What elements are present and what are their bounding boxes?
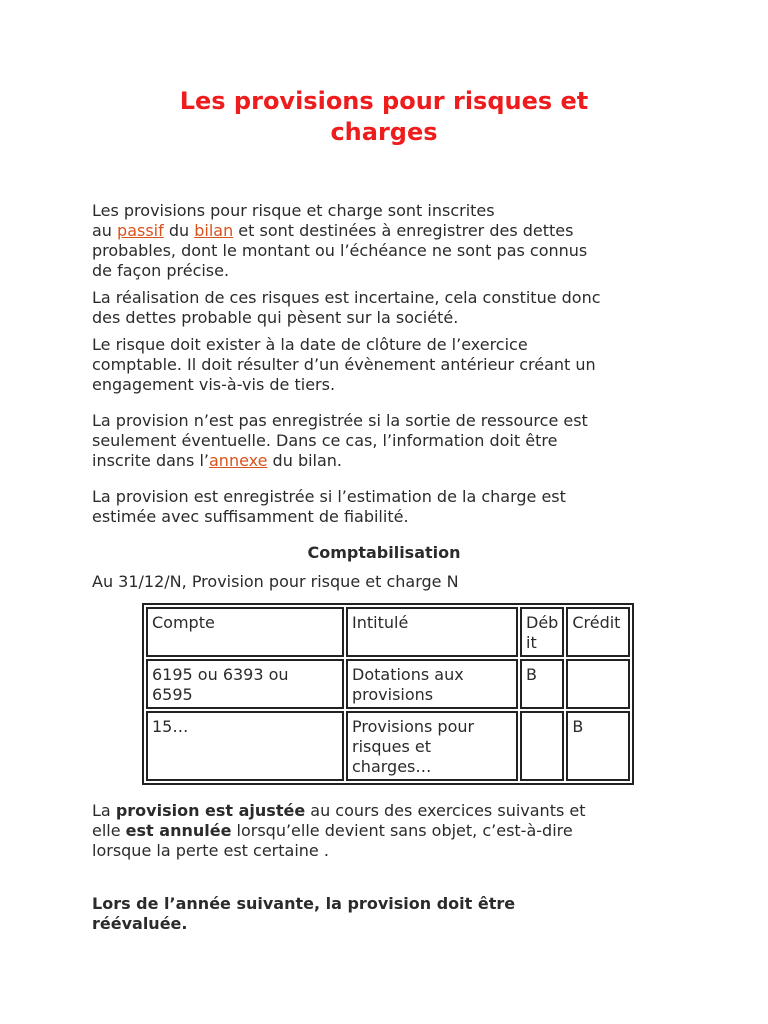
- text-line: Lors de l’année suivante, la provision doit être: [92, 894, 516, 913]
- cell-line: 6595: [152, 685, 193, 704]
- bilan-link[interactable]: bilan: [194, 221, 234, 240]
- header-intitule: Intitulé: [346, 607, 518, 657]
- table-header-row: [146, 607, 630, 657]
- header-debit-l2: it: [526, 633, 537, 652]
- text-span: elle: [92, 821, 126, 840]
- cell-intitule: [346, 659, 518, 709]
- cell-debit: B: [520, 659, 564, 709]
- header-debit: [520, 607, 564, 657]
- header-debit-l1: Déb: [526, 613, 559, 632]
- section-heading: Comptabilisation: [307, 543, 461, 562]
- cell-line: 6195 ou 6393 ou: [152, 665, 289, 684]
- text-span: lorsqu’elle devient sans objet, c’est-à-dire: [231, 821, 573, 840]
- text-line: probables, dont le montant ou l’échéance ne sont pas connus: [92, 241, 588, 260]
- cell-compte: [146, 659, 344, 709]
- text-line: [92, 821, 682, 841]
- cell-debit: [520, 711, 564, 781]
- text-line: des dettes probable qui pèsent sur la société.: [92, 308, 459, 327]
- text-span: du bilan.: [267, 451, 343, 470]
- title-line-1: Les provisions pour risques et: [179, 87, 589, 115]
- text-line: estimée avec suffisamment de fiabilité.: [92, 507, 409, 526]
- header-compte: Compte: [146, 607, 344, 657]
- text-line: lorsque la perte est certaine .: [92, 841, 329, 860]
- cell-line: Provisions pour: [352, 717, 475, 736]
- intro-line: Au 31/12/N, Provision pour risque et charge N: [92, 572, 459, 591]
- paragraph-risque: [92, 335, 682, 395]
- title-line-2: charges: [330, 118, 438, 146]
- text-line: La provision est enregistrée si l’estimation de la charge est: [92, 487, 566, 506]
- cell-intitule: [346, 711, 518, 781]
- text-span: du: [163, 221, 195, 240]
- paragraph-ajustee: [92, 801, 682, 861]
- cell-credit: [566, 659, 630, 709]
- text-line: [92, 221, 682, 241]
- paragraph-realisation: [92, 288, 682, 328]
- text-line: comptable. Il doit résulter d’un évènement antérieur créant un: [92, 355, 596, 374]
- table-row: [146, 659, 630, 709]
- cell-credit: B: [566, 711, 630, 781]
- text-line: [92, 451, 682, 471]
- header-credit: Crédit: [566, 607, 630, 657]
- text-line: La provision n’est pas enregistrée si la sortie de ressource est: [92, 411, 588, 430]
- table-row: [146, 711, 630, 781]
- text-span: inscrite dans l’: [92, 451, 209, 470]
- paragraph-reevaluee: [92, 894, 682, 934]
- paragraph-enregistree: [92, 487, 682, 527]
- cell-line: Dotations aux: [352, 665, 464, 684]
- accounting-table: [142, 603, 634, 785]
- text-line: engagement vis-à-vis de tiers.: [92, 375, 336, 394]
- cell-line: charges…: [352, 757, 432, 776]
- text-line: Les provisions pour risque et charge sont inscrites: [92, 201, 495, 220]
- text-span: La: [92, 801, 116, 820]
- text-span: au: [92, 221, 118, 240]
- cell-compte: 15…: [146, 711, 344, 781]
- bold-span: est annulée: [125, 821, 232, 840]
- bold-span: provision est ajustée: [115, 801, 306, 820]
- cell-line: risques et: [352, 737, 432, 756]
- text-line: Le risque doit exister à la date de clôture de l’exercice: [92, 335, 528, 354]
- cell-line: provisions: [352, 685, 434, 704]
- text-line: seulement éventuelle. Dans ce cas, l’information doit être: [92, 431, 558, 450]
- text-span: et sont destinées à enregistrer des dettes: [233, 221, 574, 240]
- annexe-link[interactable]: annexe: [209, 451, 268, 470]
- text-line: de façon précise.: [92, 261, 230, 280]
- paragraph-non-enregistree: [92, 411, 682, 471]
- page-title: [0, 86, 768, 148]
- text-line: [92, 801, 682, 821]
- paragraph-inscription: [92, 201, 682, 281]
- text-span: au cours des exercices suivants et: [305, 801, 586, 820]
- text-line: réévaluée.: [92, 914, 188, 933]
- passif-link[interactable]: passif: [117, 221, 164, 240]
- text-line: La réalisation de ces risques est incertaine, cela constitue donc: [92, 288, 601, 307]
